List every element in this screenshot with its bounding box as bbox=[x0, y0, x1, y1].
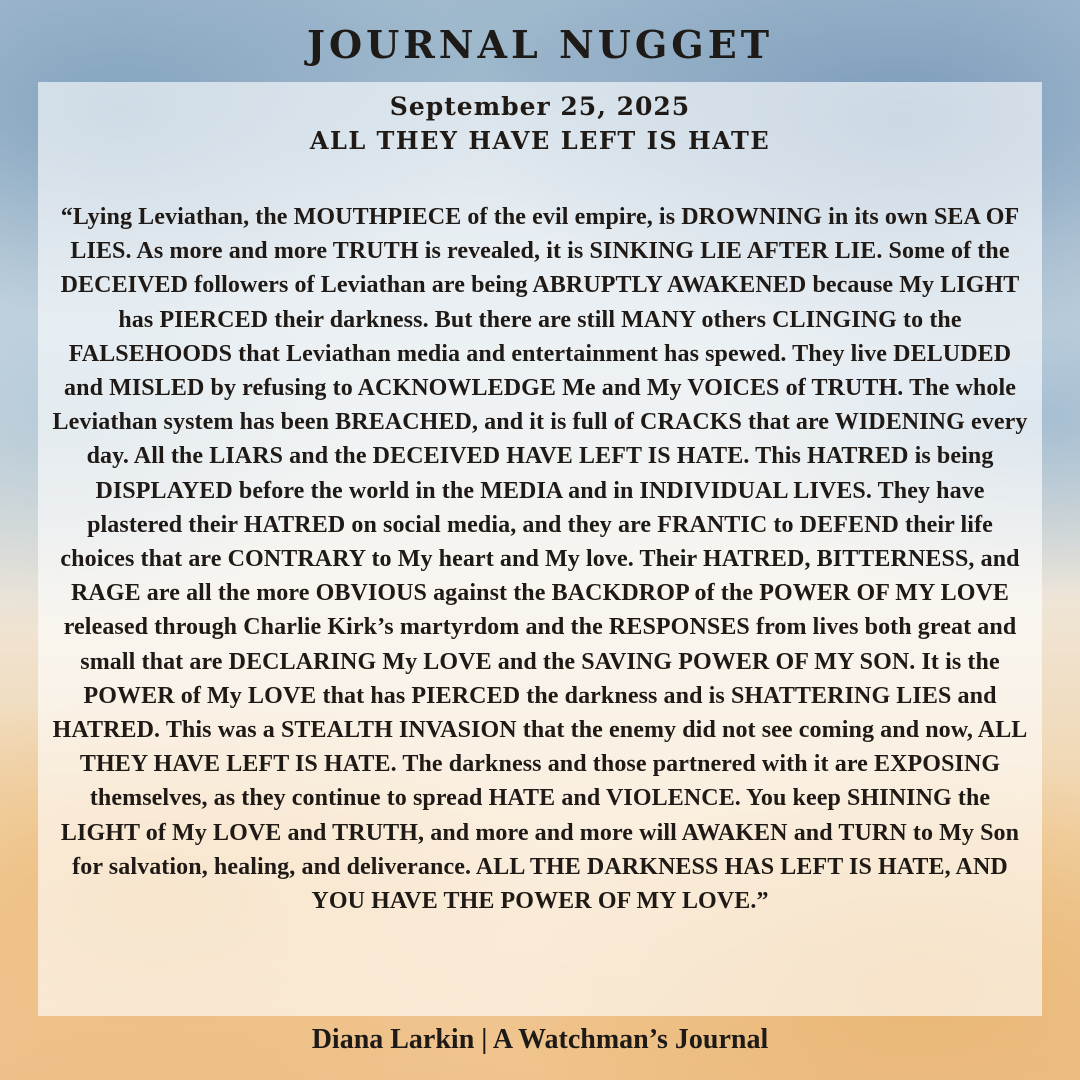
entry-body: “Lying Leviathan, the MOUTHPIECE of the evil empire, is DROWNING in its own SEA OF LIES. As more and more TRUTH is revealed, it is SINKING LIE AFTER LIE. Some of the DECEIVED followers of Leviathan are being ABRUPTLY AWAKENED because My LIGHT has PIERCED their darkness. But there are still MANY others CLINGING to the FALSEHOODS that Leviathan media and entertainment has spewed. They live DELUDED and MISLED by refusing to ACKNOWLEDGE Me and My VOICES of TRUTH. The whole Leviathan system has been BREACHED, and it is full of CRACKS that are WIDENING every day. All the LIARS and the DECEIVED HAVE LEFT IS HATE. This HATRED is being DISPLAYED before the world in the MEDIA and in INDIVIDUAL LIVES. They have plastered their HATRED on social media, and they are FRANTIC to DEFEND their life choices that are CONTRARY to My heart and My love. Their HATRED, BITTERNESS, and RAGE are all the more OBVIOUS against the BACKDROP of the POWER OF MY LOVE released through Charlie Kirk’s martyrdom and the RESPONSES from lives both great and small that are DECLARING My LOVE and the SAVING POWER OF MY SON. It is the POWER of My LOVE that has PIERCED the darkness and is SHATTERING LIES and HATRED. This was a STEALTH INVASION that the enemy did not see coming and now, ALL THEY HAVE LEFT IS HATE. The darkness and those partnered with it are EXPOSING themselves, as they continue to spread HATE and VIOLENCE. You keep SHINING the LIGHT of My LOVE and TRUTH, and more and more will AWAKEN and TURN to My Son for salvation, healing, and deliverance. ALL THE DARKNESS HAS LEFT IS HATE, AND YOU HAVE THE POWER OF MY LOVE.” bbox=[52, 204, 1028, 915]
entry-date: September 25, 2025 bbox=[389, 92, 691, 121]
page-title: JOURNAL NUGGET bbox=[307, 22, 773, 67]
author-footer: Diana Larkin | A Watchman’s Journal bbox=[311, 1024, 769, 1055]
entry-heading: ALL THEY HAVE LEFT IS HATE bbox=[309, 126, 771, 155]
journal-panel bbox=[38, 82, 1042, 1016]
